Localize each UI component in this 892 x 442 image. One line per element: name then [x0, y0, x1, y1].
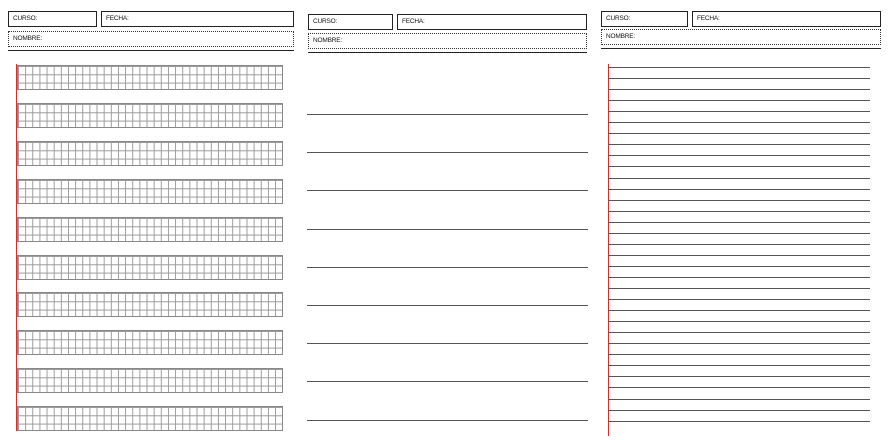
writing-line: [608, 354, 870, 355]
writing-line: [608, 399, 870, 400]
grid-row: [17, 292, 283, 317]
writing-line: [608, 122, 870, 123]
writing-line: [608, 133, 870, 134]
writing-line: [608, 166, 870, 167]
wide-lined-sheet: [300, 0, 595, 442]
curso-label: CURSO:: [313, 18, 338, 25]
curso-field[interactable]: [601, 11, 688, 27]
curso-label: CURSO:: [13, 15, 38, 22]
writing-line: [608, 178, 870, 179]
writing-line: [307, 229, 588, 230]
writing-line: [608, 321, 870, 322]
writing-line: [307, 190, 588, 191]
writing-line: [608, 310, 870, 311]
fecha-field[interactable]: [397, 14, 587, 30]
writing-line: [608, 255, 870, 256]
curso-label: CURSO:: [606, 15, 631, 22]
writing-line: [307, 381, 588, 382]
grid-row: [17, 217, 283, 242]
header-rule: [8, 50, 294, 51]
narrow-lined-sheet: [595, 0, 892, 442]
writing-line: [608, 78, 870, 79]
writing-line: [608, 155, 870, 156]
curso-field[interactable]: [308, 14, 393, 30]
nombre-field[interactable]: [308, 33, 587, 49]
writing-line: [608, 421, 870, 422]
writing-line: [608, 189, 870, 190]
fecha-label: FECHA:: [402, 18, 425, 25]
writing-line: [608, 277, 870, 278]
writing-line: [608, 299, 870, 300]
writing-line: [608, 332, 870, 333]
writing-line: [608, 89, 870, 90]
writing-line: [608, 222, 870, 223]
writing-line: [608, 365, 870, 366]
writing-line: [608, 233, 870, 234]
writing-line: [608, 343, 870, 344]
margin-line: [608, 64, 609, 436]
writing-line: [608, 288, 870, 289]
grid-row: [17, 179, 283, 204]
fecha-field[interactable]: [692, 11, 881, 27]
grid-row: [17, 103, 283, 128]
writing-line: [608, 410, 870, 411]
writing-line: [608, 200, 870, 201]
writing-line: [608, 211, 870, 212]
curso-field[interactable]: [8, 11, 97, 27]
writing-line: [608, 244, 870, 245]
writing-line: [608, 376, 870, 377]
nombre-field[interactable]: [8, 31, 294, 47]
writing-line: [307, 420, 588, 421]
fecha-label: FECHA:: [106, 15, 129, 22]
nombre-label: NOMBRE:: [313, 37, 342, 44]
grid-row: [17, 141, 283, 166]
writing-line: [608, 266, 870, 267]
writing-line: [307, 267, 588, 268]
grid-row: [17, 406, 283, 431]
writing-line: [307, 305, 588, 306]
fecha-label: FECHA:: [697, 15, 720, 22]
header-rule: [601, 48, 881, 49]
grid-row: [17, 368, 283, 393]
writing-line: [307, 343, 588, 344]
fecha-field[interactable]: [101, 11, 294, 27]
writing-line: [608, 100, 870, 101]
writing-line: [307, 152, 588, 153]
grid-sheet: [0, 0, 300, 442]
grid-row: [17, 255, 283, 280]
writing-line: [608, 144, 870, 145]
header-rule: [308, 52, 587, 53]
nombre-label: NOMBRE:: [606, 33, 635, 40]
writing-line: [608, 387, 870, 388]
writing-line: [608, 111, 870, 112]
writing-line: [307, 114, 588, 115]
writing-line: [608, 67, 870, 68]
nombre-label: NOMBRE:: [13, 35, 42, 42]
nombre-field[interactable]: [601, 29, 881, 45]
grid-row: [17, 65, 283, 90]
grid-row: [17, 330, 283, 355]
